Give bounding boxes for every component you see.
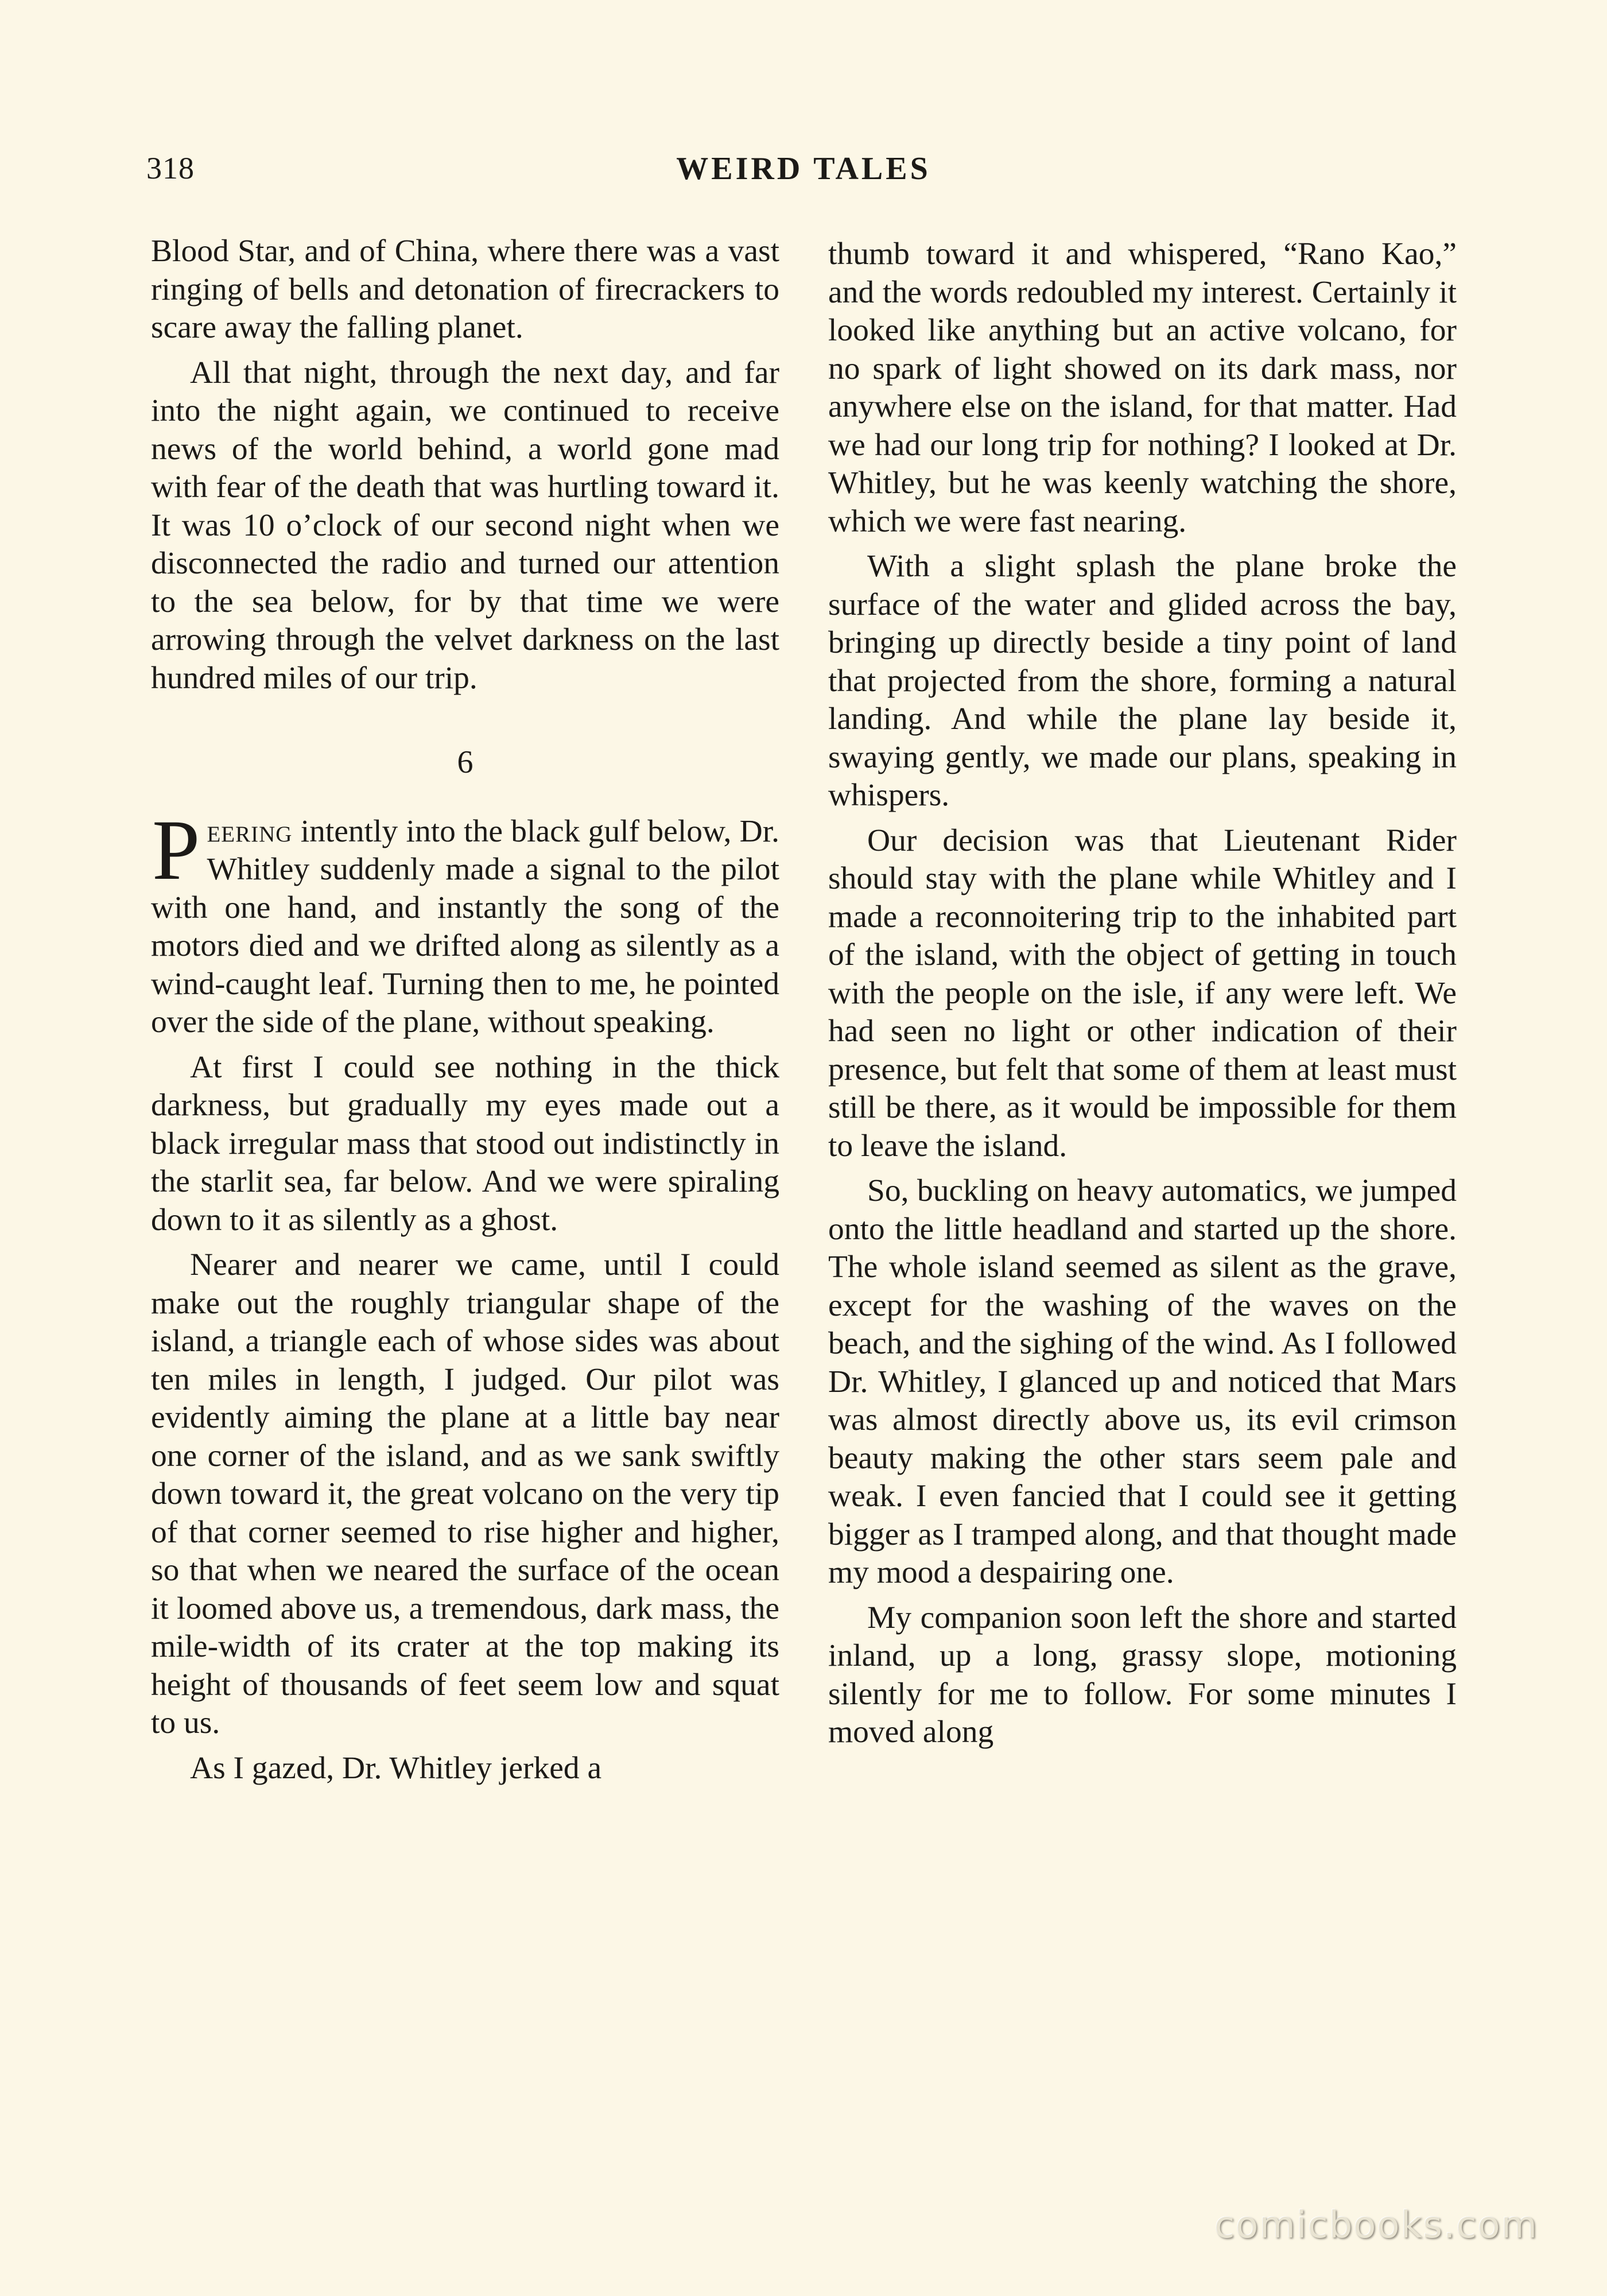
paragraph: All that night, through the next day, and far into the night again, we continued to receive news of the world behind, a world gone mad with fear of the death that was hurtling toward it. It was 10 o’clock of our second night when we disconnected the radio and turned our attention to the sea below, for by that time we were arrowing through the velvet darkness on the last hundred miles of our trip. (151, 355, 779, 696)
paragraph: So, buckling on heavy automatics, we jumped onto the little headland and started up the shore. The whole island seemed as silent as the grave, except for the washing of the waves on the beach, and the sighing of the wind. As I followed Dr. Whitley, I glanced up and noticed that Mars was almost directly above us, its evil crimson beauty making the other stars seem pale and weak. I even fancied that I could see it getting bigger as I tramped along, and that thought made my mood a despairing one. (828, 1173, 1457, 1590)
site-watermark: comicbooks.com (1214, 2204, 1538, 2247)
section-number: 6 (457, 744, 473, 780)
dropcap-paragraph (151, 802, 779, 1042)
running-head: WEIRD TALES (676, 151, 931, 187)
paragraph: Blood Star, and of China, where there was a vast ringing of bells and detonation of firecrackers to scare away the falling planet. (151, 234, 779, 345)
paragraph: As I gazed, Dr. Whitley jerked a (190, 1750, 602, 1786)
drop-cap: P (152, 802, 200, 898)
paragraph-text: intently into the black gulf below, Dr. Whitley suddenly made a signal to the pilot with one hand, and instantly the song of the motors died and we drifted along as silently as a wind-caught leaf. Turning then to me, he pointed over the side of the plane, without speaking. (151, 813, 779, 1040)
small-caps-lead: eering (207, 813, 293, 849)
paragraph: Our decision was that Lieutenant Rider should stay with the plane while Whitley and I made a reconnoitering trip to the inhabited part of the island, with the object of getting in touch with the people on the isle, if any were left. We had seen no light or other indication of their presence, but felt that some of them at least must still be there, as it would be impossible for them to leave the island. (828, 823, 1457, 1163)
left-column (151, 232, 779, 1794)
right-column (828, 235, 1457, 1759)
paragraph: My companion soon left the shore and started inland, up a long, grassy slope, motioning silently for me to follow. For some minutes I moved along (828, 1600, 1457, 1750)
page-number: 318 (146, 151, 195, 185)
paragraph: At first I could see nothing in the thick darkness, but gradually my eyes made out a black irregular mass that stood out indistinctly in the starlit sea, far below. And we were spiraling down to it as silently as a ghost. (151, 1049, 779, 1238)
paragraph: With a slight splash the plane broke the surface of the water and glided across the bay, bringing up directly beside a tiny point of land that projected from the shore, forming a natural landing. And while the plane lay beside it, swaying gently, we made our plans, speaking in whispers. (828, 549, 1457, 813)
paragraph: Nearer and nearer we came, until I could make out the roughly triangular shape of the island, a triangle each of whose sides was about ten miles in length, I judged. Our pilot was evidently aiming the plane at a little bay near one corner of the island, and as we sank swiftly down toward it, the great volcano on the very tip of that corner seemed to rise higher and higher, so that when we neared the surface of the ocean it loomed above us, a tremendous, dark mass, the mile-width of its crater at the top making its height of thousands of feet seem low and squat to us. (151, 1247, 779, 1740)
paragraph: thumb toward it and whispered, “Rano Kao,” and the words redoubled my interest. Certainly it looked like anything but an active volcano, for no spark of light showed on its dark mass, nor anywhere else on the island, for that matter. Had we had our long trip for nothing? I looked at Dr. Whitley, but he was keenly watching the shore, which we were fast nearing. (828, 236, 1457, 539)
